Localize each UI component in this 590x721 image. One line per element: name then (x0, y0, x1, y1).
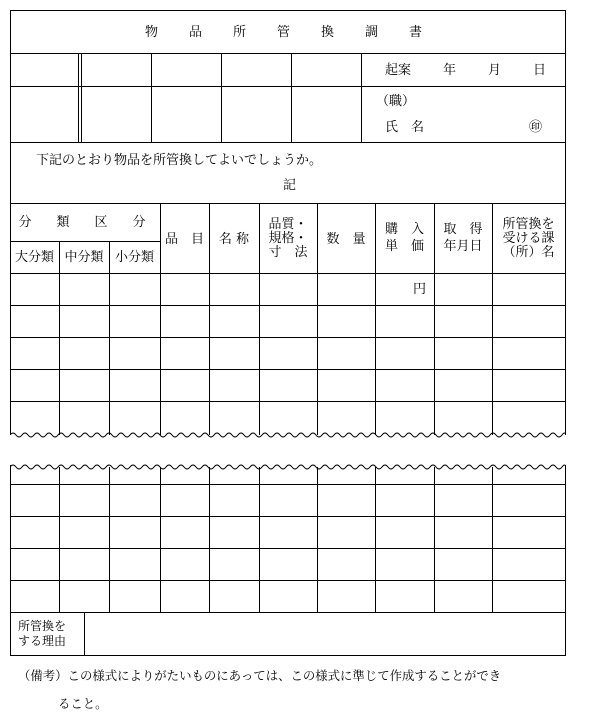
col-konyu-2: 単 価 (384, 239, 424, 254)
shimei-label: 氏 名 (385, 120, 425, 135)
col-bunrui: 分 類 区 分 (18, 215, 152, 230)
day-label: 日 (533, 63, 547, 78)
col-sho: 小分類 (114, 250, 154, 265)
vline-259-low (259, 467, 260, 612)
hline-580 (10, 580, 566, 581)
intro-sentence: 下記のとおり物品を所管換してよいでしょうか。 (36, 153, 323, 168)
hline-203 (10, 203, 566, 204)
note-line-2: ること。 (58, 696, 108, 711)
vline-317-low (317, 467, 318, 612)
vline-209-low (209, 467, 210, 612)
vline-81 (81, 53, 82, 142)
reason-label-2: する理由 (18, 634, 67, 648)
seal-mark: ㊞ (529, 120, 543, 135)
vline-492-low (492, 467, 493, 612)
hline-241 (10, 241, 160, 242)
border-right-upper (565, 10, 566, 435)
hline-612 (10, 612, 566, 613)
break-line-bottom (10, 462, 566, 472)
reason-label-1: 所管換を (18, 619, 67, 633)
shoku-label: （職） (376, 94, 416, 109)
vline-151 (151, 53, 152, 142)
yen-unit: 円 (413, 282, 427, 297)
document-title: 物 品 所 管 換 調 書 (144, 25, 431, 40)
hline-337 (10, 337, 566, 338)
col-hinshitsu-3: 寸 法 (268, 245, 308, 260)
col-hinmoku: 品 目 (164, 232, 204, 247)
month-label: 月 (488, 63, 502, 78)
hline-548 (10, 548, 566, 549)
col-shutoku-2: 年月日 (443, 239, 483, 254)
hline-516 (10, 516, 566, 517)
col-hinshitsu-1: 品質・ (268, 217, 308, 232)
vline-291 (291, 53, 292, 142)
hline-305 (10, 305, 566, 306)
hline-142 (10, 142, 566, 143)
vline-59-up (59, 241, 60, 435)
year-label: 年 (443, 63, 457, 78)
note-line-1: （備考）この様式によりがたいものにあっては、この様式に準じて作成することができ (18, 668, 502, 683)
col-hinshitsu-2: 規格・ (268, 231, 308, 246)
col-ukeru-3: （所）名 (502, 245, 555, 260)
vline-375-low (375, 467, 376, 612)
col-meisho: 名 称 (218, 232, 250, 247)
intro-ki: 記 (283, 178, 297, 193)
vline-434-low (434, 467, 435, 612)
hline-273 (10, 273, 566, 274)
hline-369 (10, 369, 566, 370)
border-left-lower (10, 465, 11, 655)
vline-59-low (59, 467, 60, 612)
hline-86 (10, 86, 566, 87)
col-konyu-1: 購 入 (384, 222, 424, 237)
col-chu: 中分類 (64, 250, 104, 265)
vline-84-reason (84, 612, 85, 655)
col-ukeru-2: 受ける課 (502, 231, 555, 246)
break-line-top (10, 430, 566, 440)
hline-401 (10, 401, 566, 402)
vline-78 (78, 53, 79, 142)
vline-160-low (160, 467, 161, 612)
vline-109-up (109, 241, 110, 435)
vline-109-low (109, 467, 110, 612)
col-ukeru-1: 所管換を (502, 217, 555, 232)
hline-655 (10, 655, 566, 656)
border-top (10, 10, 566, 11)
col-suryo: 数 量 (326, 232, 366, 247)
hline-484 (10, 484, 566, 485)
hline-53 (10, 53, 566, 54)
vline-361 (361, 53, 362, 142)
border-right-lower (565, 465, 566, 655)
col-shutoku-1: 取 得 (443, 222, 483, 237)
vline-221 (221, 53, 222, 142)
kian-label: 起案 (385, 63, 412, 78)
col-dai: 大分類 (14, 250, 54, 265)
